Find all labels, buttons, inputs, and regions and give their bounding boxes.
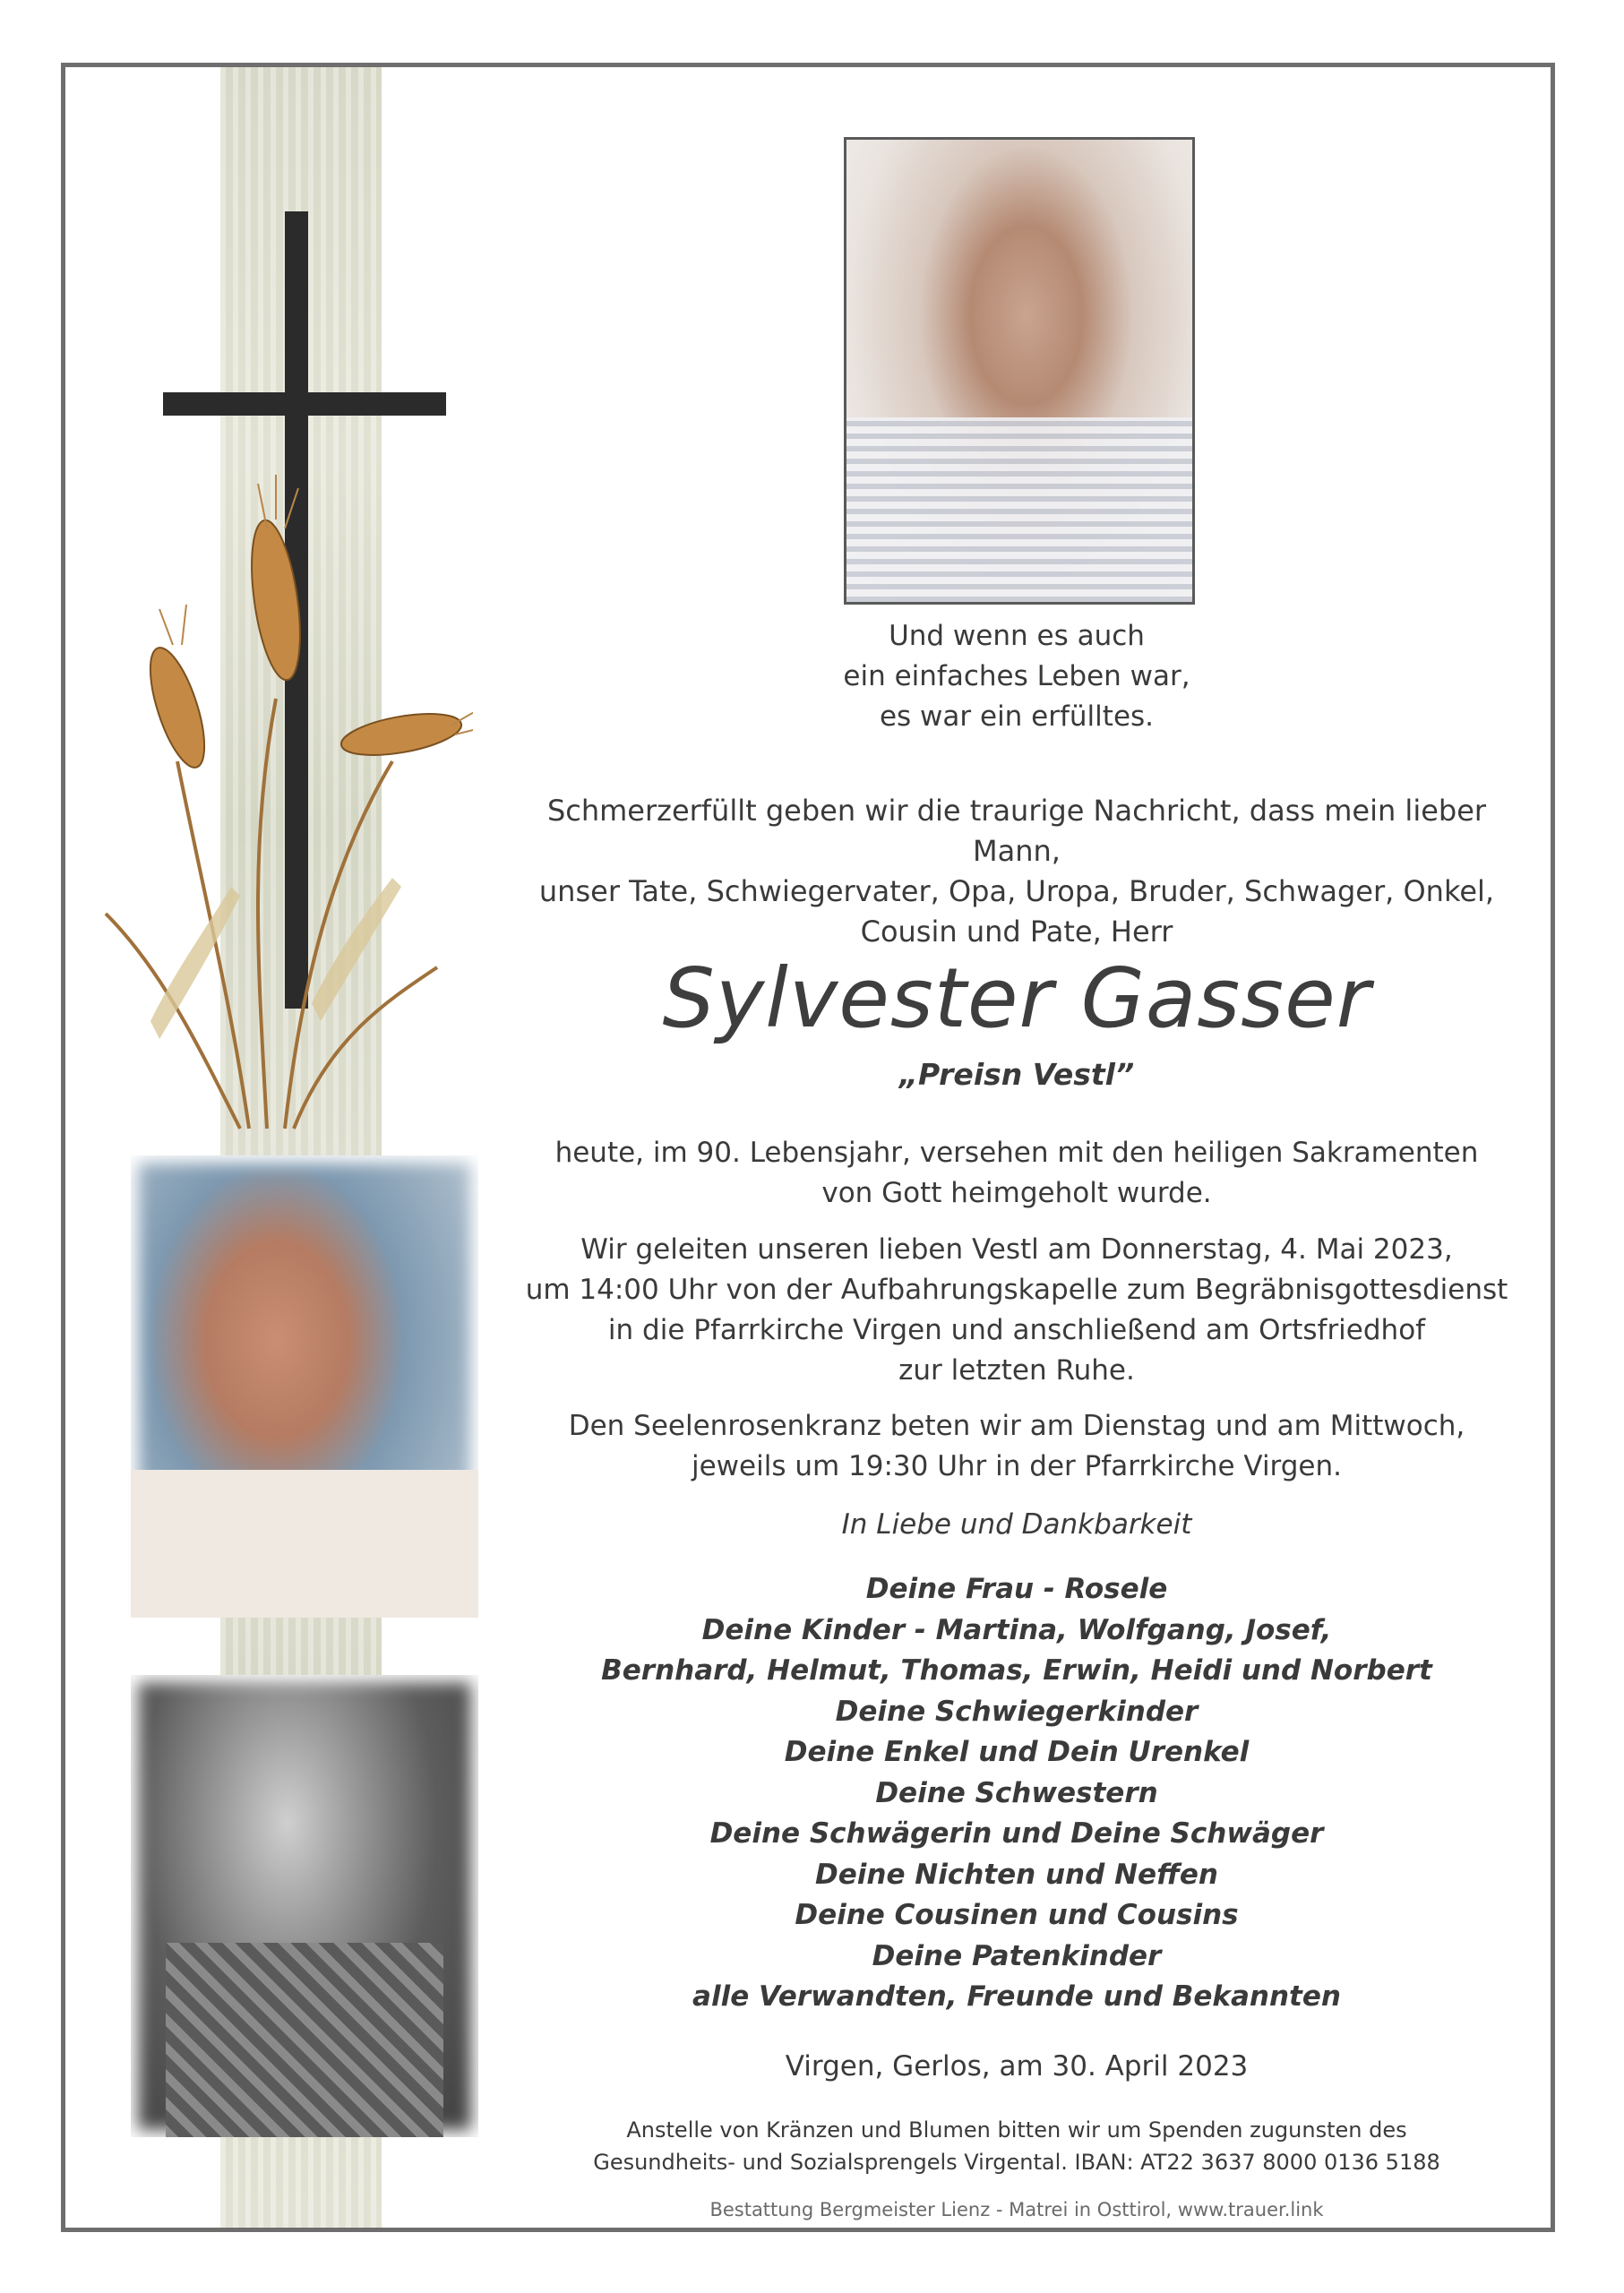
portrait-photo-middle-age (131, 1155, 478, 1618)
nickname: „Preisn Vestl” (898, 1057, 1135, 1092)
donation-text: Anstelle von Kränzen und Blumen bitten wir um Spenden zugunsten des Gesundheits- und Sozialsprengels Virgental. IBAN: AT22 3637 8000 0136 5188 (593, 2117, 1440, 2175)
family-entry: Deine Enkel und Dein Urenkel (784, 1736, 1250, 1768)
wheat-icon (97, 466, 473, 1146)
family-list (502, 1569, 1532, 2018)
portrait-photo-elderly (844, 137, 1195, 605)
family-entry: Bernhard, Helmut, Thomas, Erwin, Heidi und Norbert (601, 1654, 1432, 1687)
family-entry: alle Verwandten, Freunde und Bekannten (692, 1980, 1341, 2013)
photo-shirt (131, 1470, 478, 1618)
family-entry: Deine Cousinen und Cousins (795, 1899, 1239, 1931)
deceased-name: Sylvester Gasser (662, 950, 1371, 1046)
verse: Und wenn es auch ein einfaches Leben war, es war ein erfülltes. (843, 620, 1190, 733)
family-entry: Deine Schwestern (875, 1776, 1158, 1809)
rosary-text: Den Seelenrosenkranz beten wir am Dienstag und am Mittwoch, jeweils um 19:30 Uhr in der Pfarrkirche Virgen. (568, 1410, 1465, 1482)
intro-text: Schmerzerfüllt geben wir die traurige Nachricht, dass mein lieber Mann, unser Tate, Schwiegervater, Opa, Uropa, Bruder, Schwager, Onkel, Cousin und Pate, Herr (538, 794, 1495, 949)
cross-bar (163, 392, 446, 416)
family-entry: Deine Frau - Rosele (865, 1573, 1168, 1605)
funeral-text: Wir geleiten unseren lieben Vestl am Donnerstag, 4. Mai 2023, um 14:00 Uhr von der Aufbahrungskapelle zum Begräbnisgottesdienst in die Pfarrkirche Virgen und anschließend am Ortsfriedhof zur letzten Ruhe. (525, 1233, 1508, 1387)
footer-credit: Bestattung Bergmeister Lienz - Matrei in Osttirol, www.trauer.link (709, 2199, 1324, 2220)
photo-costume (166, 1943, 443, 2137)
place-date: Virgen, Gerlos, am 30. April 2023 (785, 2050, 1249, 2083)
family-entry: Deine Schwiegerkinder (835, 1695, 1199, 1728)
photo-shirt (846, 417, 1192, 602)
family-entry: Deine Kinder - Martina, Wolfgang, Josef, (701, 1613, 1332, 1646)
family-entry: Deine Nichten und Neffen (815, 1858, 1218, 1891)
signoff: In Liebe und Dankbarkeit (841, 1508, 1192, 1541)
family-entry: Deine Schwägerin und Deine Schwäger (709, 1817, 1324, 1850)
age-text: heute, im 90. Lebensjahr, versehen mit den heiligen Sakramenten von Gott heimgeholt wurde. (554, 1137, 1479, 1209)
family-entry: Deine Patenkinder (872, 1939, 1162, 1972)
portrait-photo-young (131, 1675, 478, 2137)
